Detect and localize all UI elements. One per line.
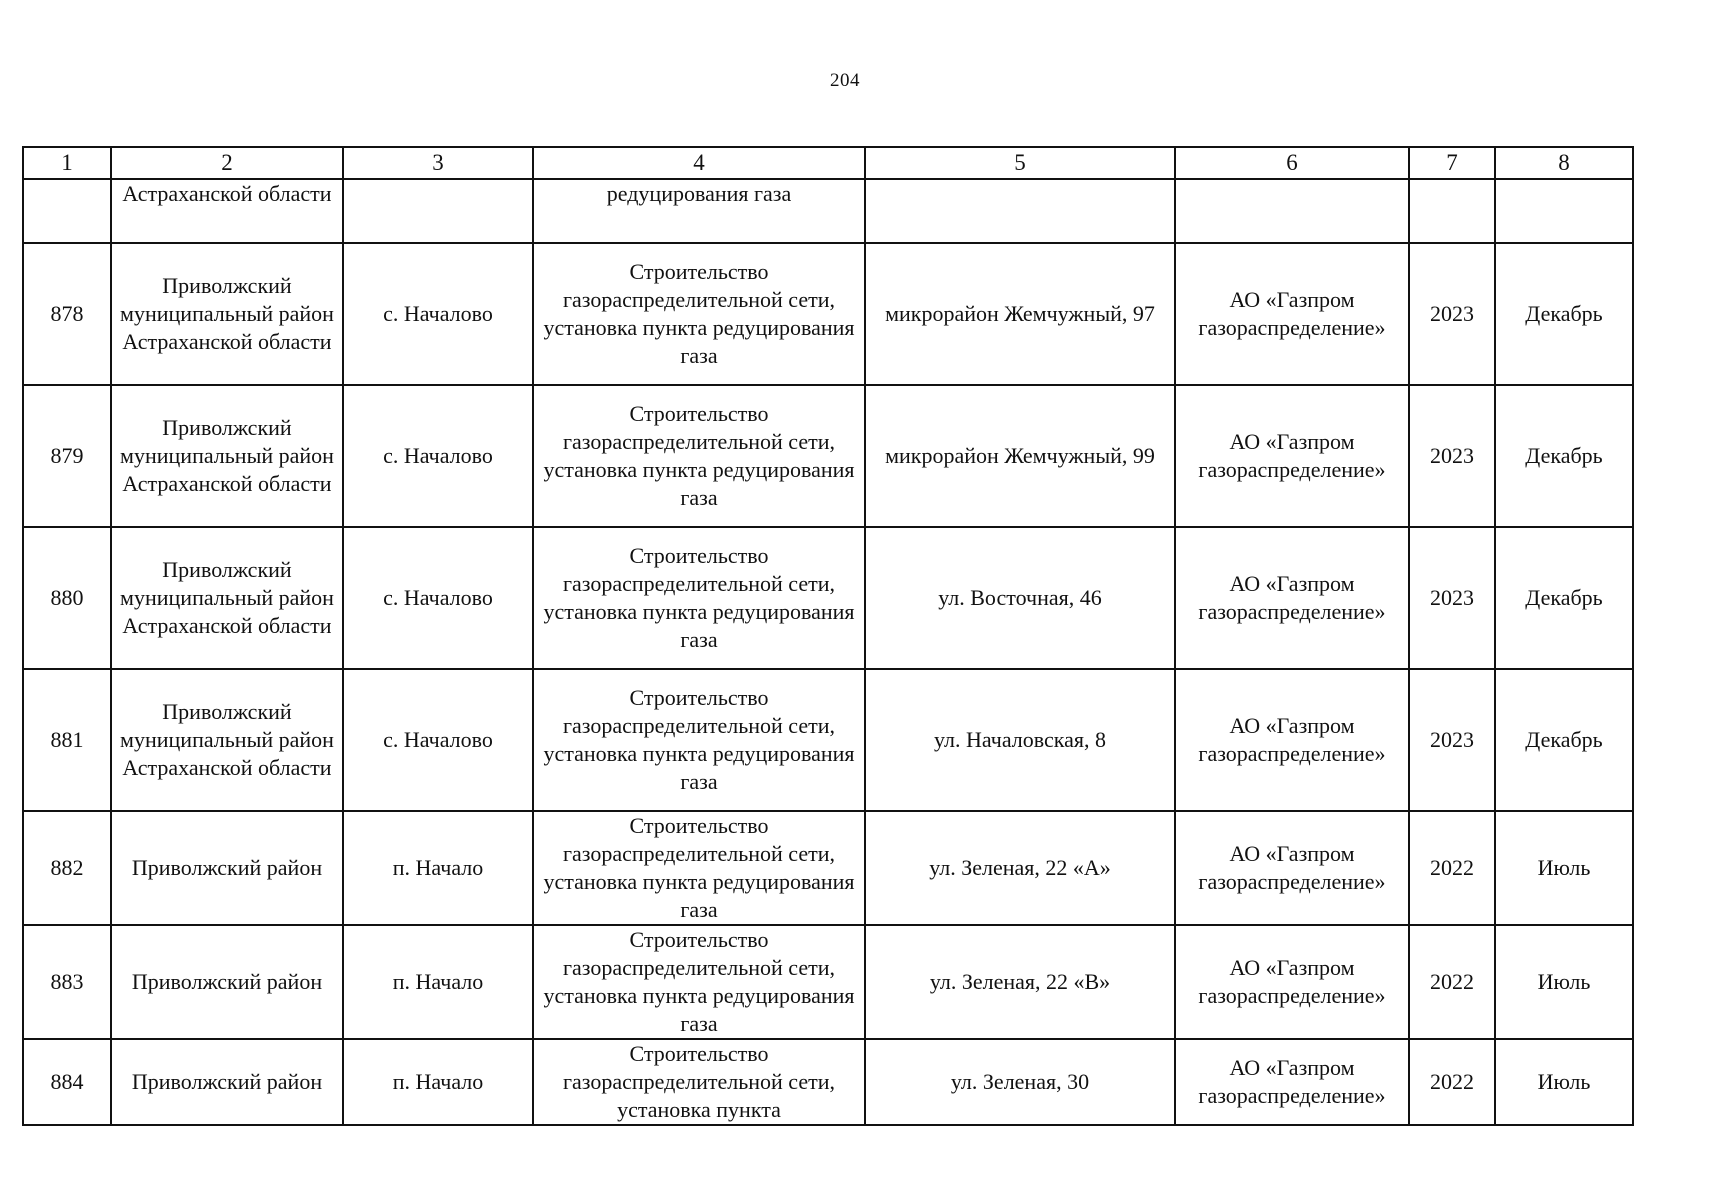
- column-header: 1: [23, 147, 111, 179]
- table-cell-settlement: с. Началово: [343, 243, 533, 385]
- table-cell-address: ул. Зеленая, 22 «А»: [865, 811, 1175, 925]
- table-row: [23, 385, 1633, 527]
- table-cell-settlement: с. Началово: [343, 385, 533, 527]
- table-cell-month: Июль: [1495, 925, 1633, 1039]
- table-cell-settlement: п. Начало: [343, 1039, 533, 1125]
- table-cell-settlement: п. Начало: [343, 925, 533, 1039]
- table-cell-work: Строительство газораспределительной сети, установка пункта редуцирования газа: [533, 527, 865, 669]
- table-cell-number: 878: [23, 243, 111, 385]
- table-cell-month: Декабрь: [1495, 385, 1633, 527]
- table-cell-number: 882: [23, 811, 111, 925]
- table-cell-work: Строительство газораспределительной сети, установка пункта редуцирования газа: [533, 811, 865, 925]
- table-cell-district: Приволжский муниципальный район Астраханской области: [111, 243, 343, 385]
- table-cell-settlement: с. Началово: [343, 669, 533, 811]
- table-cell-district: Приволжский муниципальный район Астраханской области: [111, 385, 343, 527]
- table-cell-organization: АО «Газпром газораспределение»: [1175, 527, 1409, 669]
- table-cell-number: 880: [23, 527, 111, 669]
- table-cell-work: Строительство газораспределительной сети, установка пункта редуцирования газа: [533, 669, 865, 811]
- table-cell-organization: АО «Газпром газораспределение»: [1175, 811, 1409, 925]
- table-cell-work: Строительство газораспределительной сети, установка пункта: [533, 1039, 865, 1125]
- table-cell: [1409, 179, 1495, 243]
- table-cell-number: 883: [23, 925, 111, 1039]
- table-cell-address: ул. Зеленая, 30: [865, 1039, 1175, 1125]
- table-cell: [23, 179, 111, 243]
- schedule-table-container: [22, 146, 1632, 1126]
- table-row: [23, 527, 1633, 669]
- table-cell-district: Приволжский район: [111, 925, 343, 1039]
- table-cell-year: 2023: [1409, 527, 1495, 669]
- table-cell-district: Приволжский муниципальный район Астраханской области: [111, 527, 343, 669]
- table-cell: [1175, 179, 1409, 243]
- column-header: 7: [1409, 147, 1495, 179]
- table-cell-year: 2022: [1409, 925, 1495, 1039]
- table-cell-organization: АО «Газпром газораспределение»: [1175, 1039, 1409, 1125]
- column-header: 8: [1495, 147, 1633, 179]
- column-header: 6: [1175, 147, 1409, 179]
- table-cell-district: Приволжский муниципальный район Астраханской области: [111, 669, 343, 811]
- table-row: [23, 669, 1633, 811]
- table-cell-district: Приволжский район: [111, 1039, 343, 1125]
- table-cell-month: Декабрь: [1495, 669, 1633, 811]
- column-header: 2: [111, 147, 343, 179]
- table-cell-district: Приволжский район: [111, 811, 343, 925]
- table-cell-year: 2022: [1409, 811, 1495, 925]
- table-cell-month: Июль: [1495, 1039, 1633, 1125]
- column-number-header-row: [23, 147, 1633, 179]
- table-row: [23, 243, 1633, 385]
- table-cell-month: Декабрь: [1495, 243, 1633, 385]
- table-cell-year: 2023: [1409, 385, 1495, 527]
- table-row: [23, 925, 1633, 1039]
- table-cell-number: 881: [23, 669, 111, 811]
- table-cell-organization: АО «Газпром газораспределение»: [1175, 925, 1409, 1039]
- table-cell-district: Астраханской области: [111, 179, 343, 243]
- table-cell-work: Строительство газораспределительной сети, установка пункта редуцирования газа: [533, 243, 865, 385]
- table-cell-work: Строительство газораспределительной сети, установка пункта редуцирования газа: [533, 925, 865, 1039]
- table-cell-address: ул. Восточная, 46: [865, 527, 1175, 669]
- table-row: [23, 811, 1633, 925]
- table-cell-number: 884: [23, 1039, 111, 1125]
- table-row: [23, 1039, 1633, 1125]
- table-cell-organization: АО «Газпром газораспределение»: [1175, 669, 1409, 811]
- table-cell-year: 2023: [1409, 669, 1495, 811]
- column-header: 4: [533, 147, 865, 179]
- table-cell-address: ул. Зеленая, 22 «В»: [865, 925, 1175, 1039]
- table-cell: [343, 179, 533, 243]
- table-cell-year: 2022: [1409, 1039, 1495, 1125]
- schedule-table: [22, 146, 1634, 1126]
- table-cell: [1495, 179, 1633, 243]
- table-cell-address: ул. Началовская, 8: [865, 669, 1175, 811]
- table-cell-work: редуцирования газа: [533, 179, 865, 243]
- table-cell: [865, 179, 1175, 243]
- table-cell-month: Июль: [1495, 811, 1633, 925]
- table-cell-year: 2023: [1409, 243, 1495, 385]
- page-number: 204: [830, 70, 860, 91]
- table-cell-number: 879: [23, 385, 111, 527]
- table-cell-month: Декабрь: [1495, 527, 1633, 669]
- table-cell-organization: АО «Газпром газораспределение»: [1175, 385, 1409, 527]
- continuation-row: [23, 179, 1633, 243]
- table-cell-address: микрорайон Жемчужный, 97: [865, 243, 1175, 385]
- table-cell-settlement: с. Началово: [343, 527, 533, 669]
- table-cell-organization: АО «Газпром газораспределение»: [1175, 243, 1409, 385]
- table-cell-address: микрорайон Жемчужный, 99: [865, 385, 1175, 527]
- column-header: 3: [343, 147, 533, 179]
- table-cell-work: Строительство газораспределительной сети, установка пункта редуцирования газа: [533, 385, 865, 527]
- column-header: 5: [865, 147, 1175, 179]
- table-cell-settlement: п. Начало: [343, 811, 533, 925]
